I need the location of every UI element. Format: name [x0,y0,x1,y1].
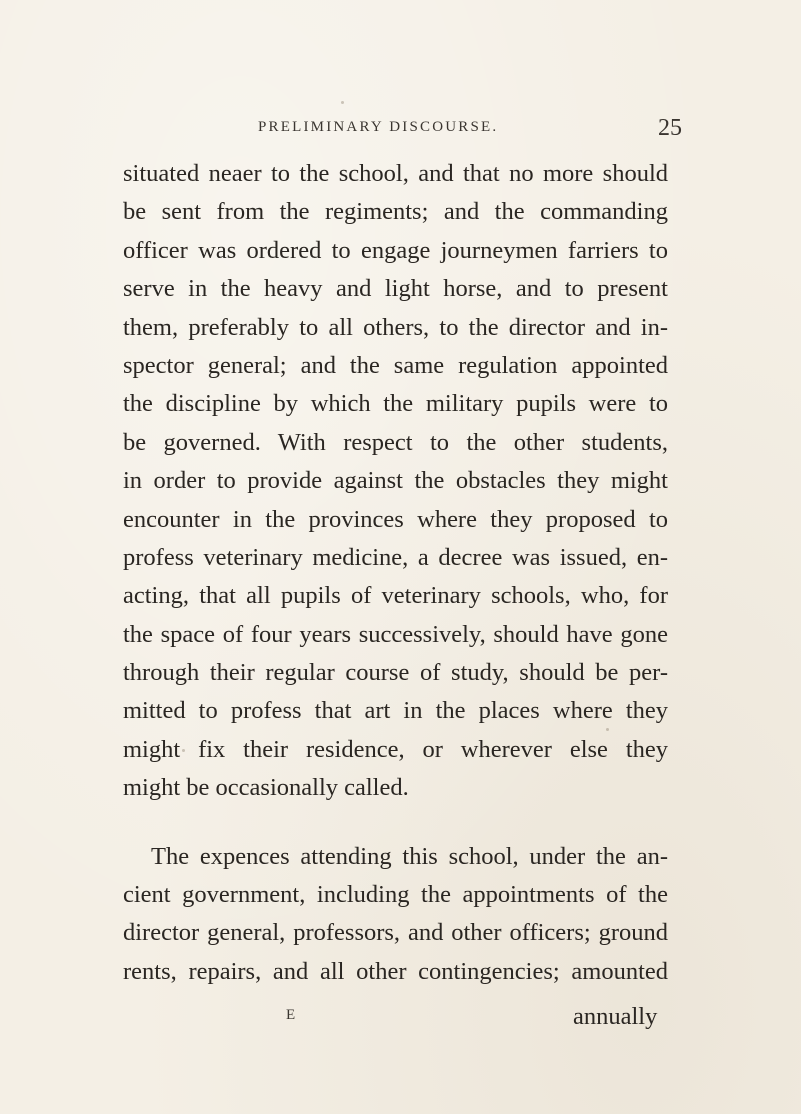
body-text [123,155,668,991]
text-line: through their regular course of study, should be per- [123,659,668,687]
text-line: be sent from the regiments; and the commanding [123,198,668,226]
paragraph-gap [123,808,668,838]
text-line: rents, repairs, and all other contingencies; amounted [123,957,668,985]
text-line: spector general; and the same regulation appointed [123,351,668,379]
text-line: be governed. With respect to the other students, [123,428,668,456]
text-line: might be occasionally called. [123,774,409,802]
catchword: annually [573,1003,658,1030]
text-line: The expences attending this school, under the an- [151,842,668,870]
text-line: mitted to profess that art in the places where they [123,697,668,725]
text-line: situated neaer to the school, and that no more should [123,160,668,187]
text-line: encounter in the provinces where they proposed to [123,505,668,533]
text-line: director general, professors, and other officers; ground [123,919,668,947]
page-footer [0,1003,801,1033]
text-line: officer was ordered to engage journeymen farriers to [123,236,668,264]
text-line: cient government, including the appointments of the [123,881,668,909]
running-head: PRELIMINARY DISCOURSE. [258,119,499,135]
text-line: in order to provide against the obstacles they might [123,467,668,495]
text-line: the discipline by which the military pupils were to [123,390,668,418]
text-line: the space of four years successively, should have gone [123,620,668,648]
text-line: serve in the heavy and light horse, and to present [123,275,668,303]
page-number: 25 [658,115,682,141]
page-header [0,115,801,143]
text-line: acting, that all pupils of veterinary schools, who, for [123,582,668,610]
text-line: might fix their residence, or wherever else they [123,735,668,763]
signature-mark: E [286,1007,297,1023]
paper-speck [606,728,609,731]
paper-speck [182,749,185,752]
text-line: them, preferably to all others, to the director and in- [123,313,668,341]
text-line: profess veterinary medicine, a decree was issued, en- [123,543,668,571]
paper-speck [341,101,344,104]
